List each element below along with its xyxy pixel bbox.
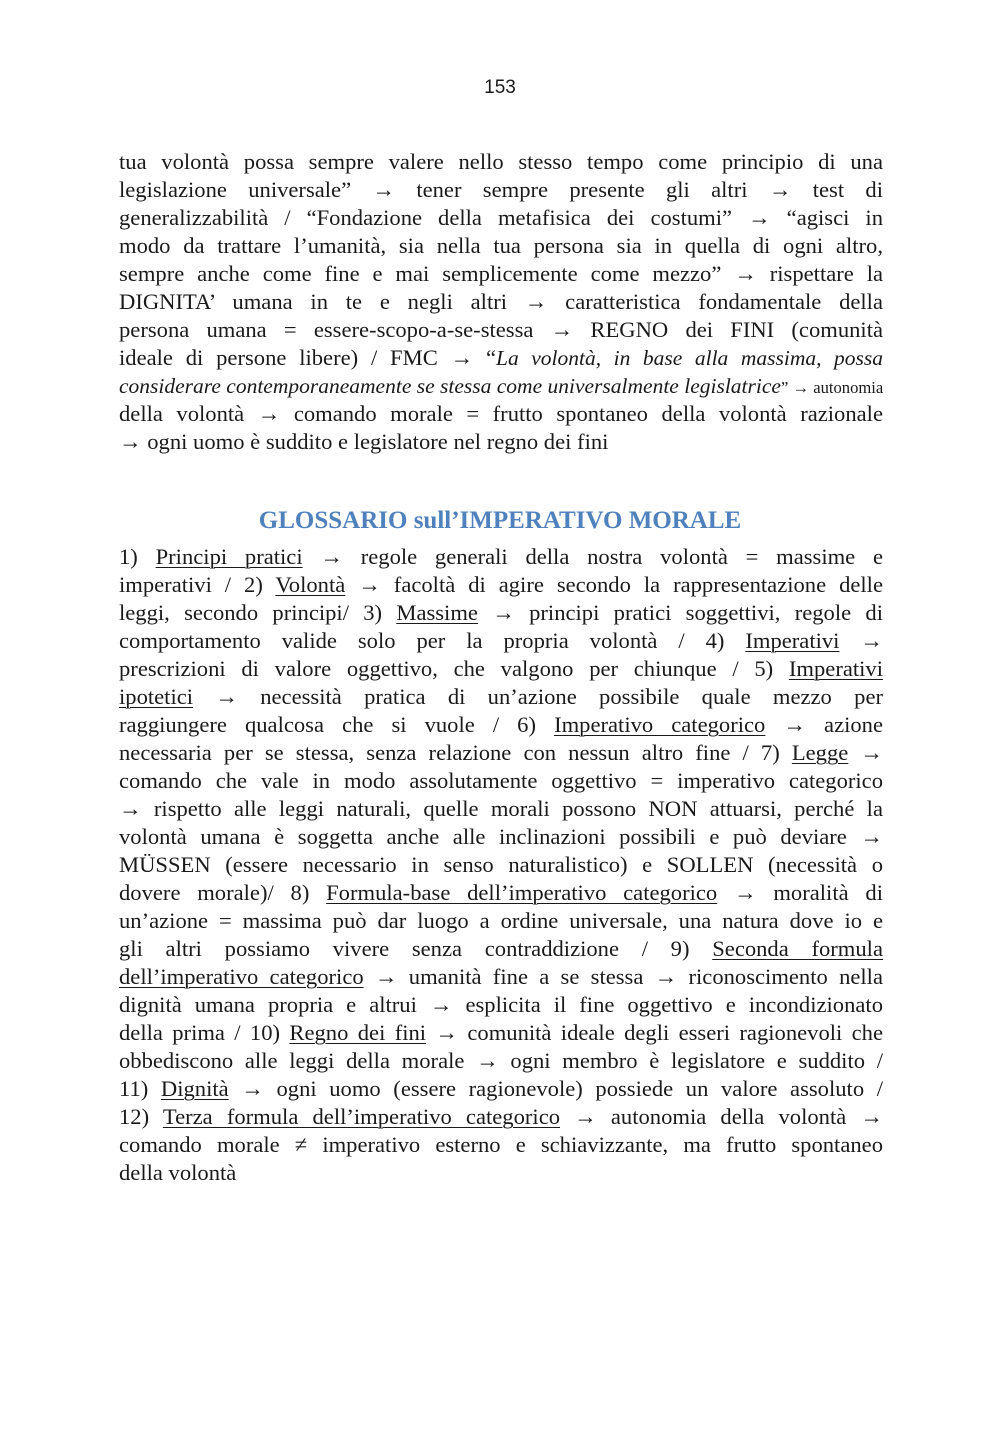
text-line: necessaria per se stessa, senza relazione con nessun altro fine / 7) Legge → (119, 740, 883, 765)
text-line: dignità umana propria e altrui → esplicita il fine oggettivo e incondizionato (119, 992, 883, 1017)
text-line: 11) Dignità → ogni uomo (essere ragionevole) possiede un valore assoluto / (119, 1076, 883, 1101)
text-line: un’azione = massima può dar luogo a ordine universale, una natura dove io e (119, 908, 883, 933)
glossary-term: Dignità (160, 1076, 229, 1101)
text-line: modo da trattare l’umanità, sia nella tua persona sia in quella di ogni altro, (119, 233, 883, 258)
glossary-term: Volontà (275, 572, 346, 597)
glossary-term: Massime (396, 600, 478, 625)
text-line: 12) Terza formula dell’imperativo categorico → autonomia della volontà → (119, 1104, 883, 1129)
text-line: DIGNITA’ umana in te e negli altri → caratteristica fondamentale della (119, 289, 883, 314)
text-line: legislazione universale” → tener sempre presente gli altri → test di (119, 177, 883, 202)
glossary-term: Legge (791, 740, 849, 765)
glossary-term: Imperativo categorico (554, 712, 766, 737)
glossary-term: Terza formula dell’imperativo categorico (162, 1104, 561, 1129)
text-line: imperativi / 2) Volontà → facoltà di agire secondo la rappresentazione delle (119, 572, 883, 597)
glossary-term: Seconda formula (712, 936, 883, 961)
text-line: tua volontà possa sempre valere nello stesso tempo come principio di una (119, 149, 883, 174)
text-line: raggiungere qualcosa che si vuole / 6) Imperativo categorico → azione (119, 712, 883, 737)
text-line: prescrizioni di valore oggettivo, che valgono per chiunque / 5) Imperativi (119, 656, 883, 681)
text-line: considerare contemporaneamente se stessa come universalmente legislatrice” → autonomia (119, 374, 884, 398)
glossary-term: Formula-base dell’imperativo categorico (326, 880, 718, 905)
glossary-paragraph (119, 543, 883, 1187)
text-line: leggi, secondo principi/ 3) Massime → principi pratici soggettivi, regole di (119, 600, 883, 625)
text-line: sempre anche come fine e mai semplicemente come mezzo” → rispettare la (119, 261, 883, 286)
glossary-term: Imperativi (745, 628, 840, 653)
quote-italic: considerare contemporaneamente se stessa come universalmente legislatrice (119, 374, 781, 398)
text-line: ipotetici → necessità pratica di un’azione possibile quale mezzo per (119, 684, 883, 709)
glossary-term: Regno dei fini (289, 1020, 427, 1045)
text-line: 1) Principi pratici → regole generali della nostra volontà = massime e (119, 544, 883, 569)
quote-italic: La volontà, in base alla massima, possa (496, 346, 883, 370)
text-line: MÜSSEN (essere necessario in senso naturalistico) e SOLLEN (necessità o (119, 852, 883, 877)
text-line: della volontà → comando morale = frutto spontaneo della volontà razionale (119, 401, 883, 426)
text-line: ideale di persone libere) / FMC → “La volontà, in base alla massima, possa (119, 345, 883, 370)
text-line: dell’imperativo categorico → umanità fine a se stessa → riconoscimento nella (119, 964, 883, 989)
text-line: volontà umana è soggetta anche alle inclinazioni possibili e può deviare → (119, 824, 883, 849)
glossary-term: dell’imperativo categorico (119, 964, 364, 989)
text-line: generalizzabilità / “Fondazione della metafisica dei costumi” → “agisci in (119, 205, 883, 230)
text-line: → rispetto alle leggi naturali, quelle morali possono NON attuarsi, perché la (119, 796, 883, 821)
page-number: 153 (484, 77, 516, 98)
glossary-term: Imperativi (788, 656, 883, 681)
glossary-heading: GLOSSARIO sull’IMPERATIVO MORALE (258, 507, 742, 534)
glossary-term: Principi pratici (155, 544, 303, 569)
text-line: comando che vale in modo assolutamente oggettivo = imperativo categorico (119, 768, 883, 793)
text-line: della volontà (119, 1160, 237, 1185)
text-line: → ogni uomo è suddito e legislatore nel regno dei fini (119, 429, 609, 454)
text-line: obbediscono alle leggi della morale → ogni membro è legislatore e suddito / (119, 1048, 883, 1073)
text-line: comportamento valide solo per la propria volontà / 4) Imperativi → (119, 628, 883, 653)
text-line: dovere morale)/ 8) Formula-base dell’imperativo categorico → moralità di (119, 880, 883, 905)
text-line: della prima / 10) Regno dei fini → comunità ideale degli esseri ragionevoli che (119, 1020, 883, 1045)
text-line: gli altri possiamo vivere senza contraddizione / 9) Seconda formula (119, 936, 883, 961)
text-line: persona umana = essere-scopo-a-se-stessa → REGNO dei FINI (comunità (119, 317, 883, 342)
glossary-term: ipotetici (119, 684, 194, 709)
text-line: comando morale ≠ imperativo esterno e schiavizzante, ma frutto spontaneo (119, 1132, 883, 1157)
intro-paragraph (119, 148, 883, 456)
